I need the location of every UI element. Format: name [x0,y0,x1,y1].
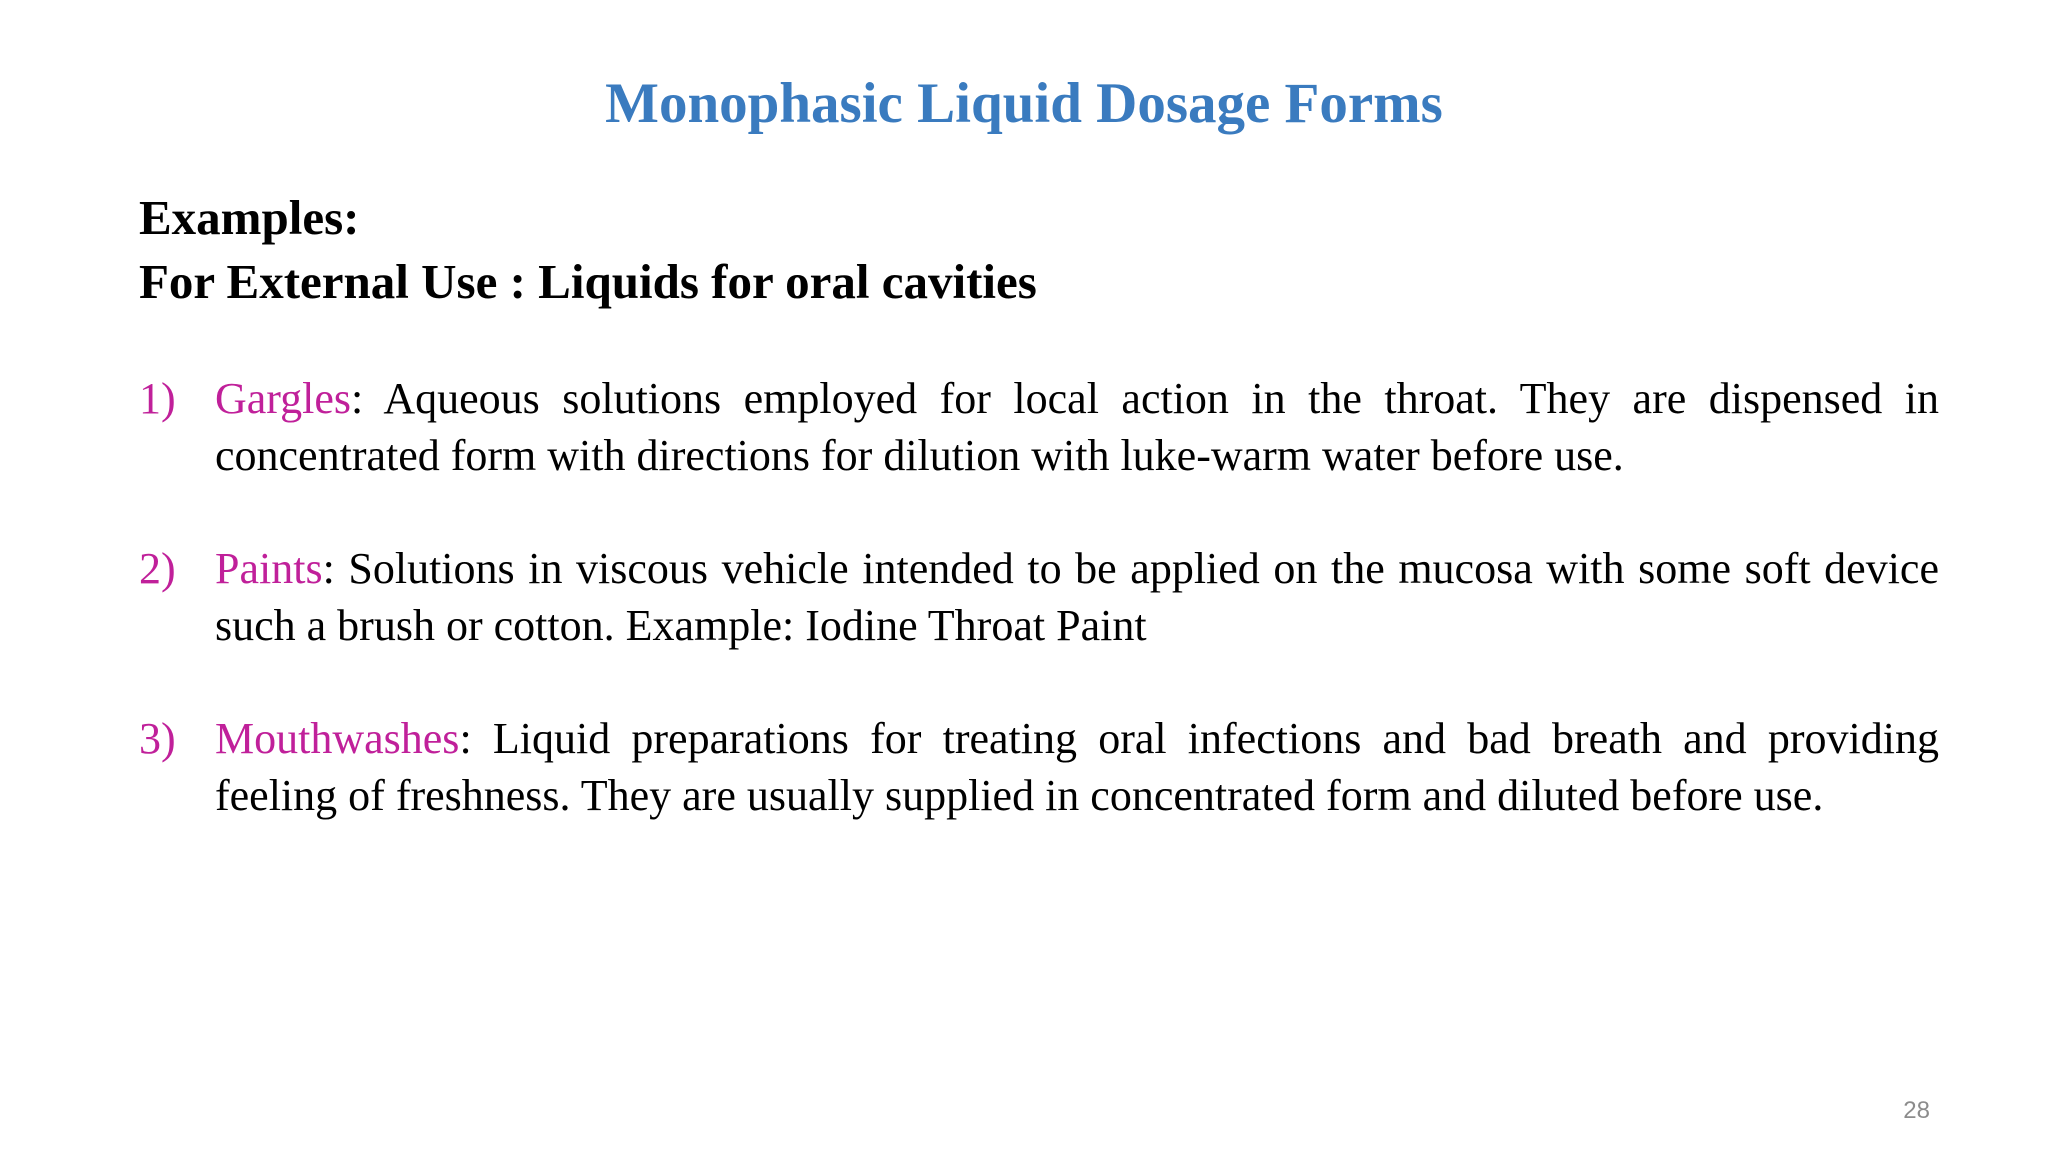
list-item-mouthwashes [139,710,1939,824]
list-item-number: 1) [139,374,176,423]
term-paints: Paints [215,544,323,593]
description-mouthwashes: : Liquid preparations for treating oral infections and bad breath and providing feeling of freshness. They are usually supplied in concentrated form and diluted before use. [215,714,1939,820]
description-gargles: : Aqueous solutions employed for local action in the throat. They are dispensed in concentrated form with directions for dilution with luke-warm water before use. [215,374,1939,480]
term-mouthwashes: Mouthwashes [215,714,460,763]
list-item-gargles [139,370,1939,484]
slide-title: Monophasic Liquid Dosage Forms [605,72,1443,135]
page-number: 28 [1903,1097,1930,1124]
list-item-number: 2) [139,544,176,593]
list-item-paints [139,540,1939,654]
external-use-subheading: For External Use : Liquids for oral cavities [139,254,1037,309]
examples-heading [139,186,1939,314]
examples-label: Examples: [139,190,360,245]
description-paints: : Solutions in viscous vehicle intended to be applied on the mucosa with some soft device such a brush or cotton. Example: Iodine Throat Paint [215,544,1939,650]
dosage-form-list [139,370,1939,824]
list-item-number: 3) [139,714,176,763]
term-gargles: Gargles [215,374,352,423]
